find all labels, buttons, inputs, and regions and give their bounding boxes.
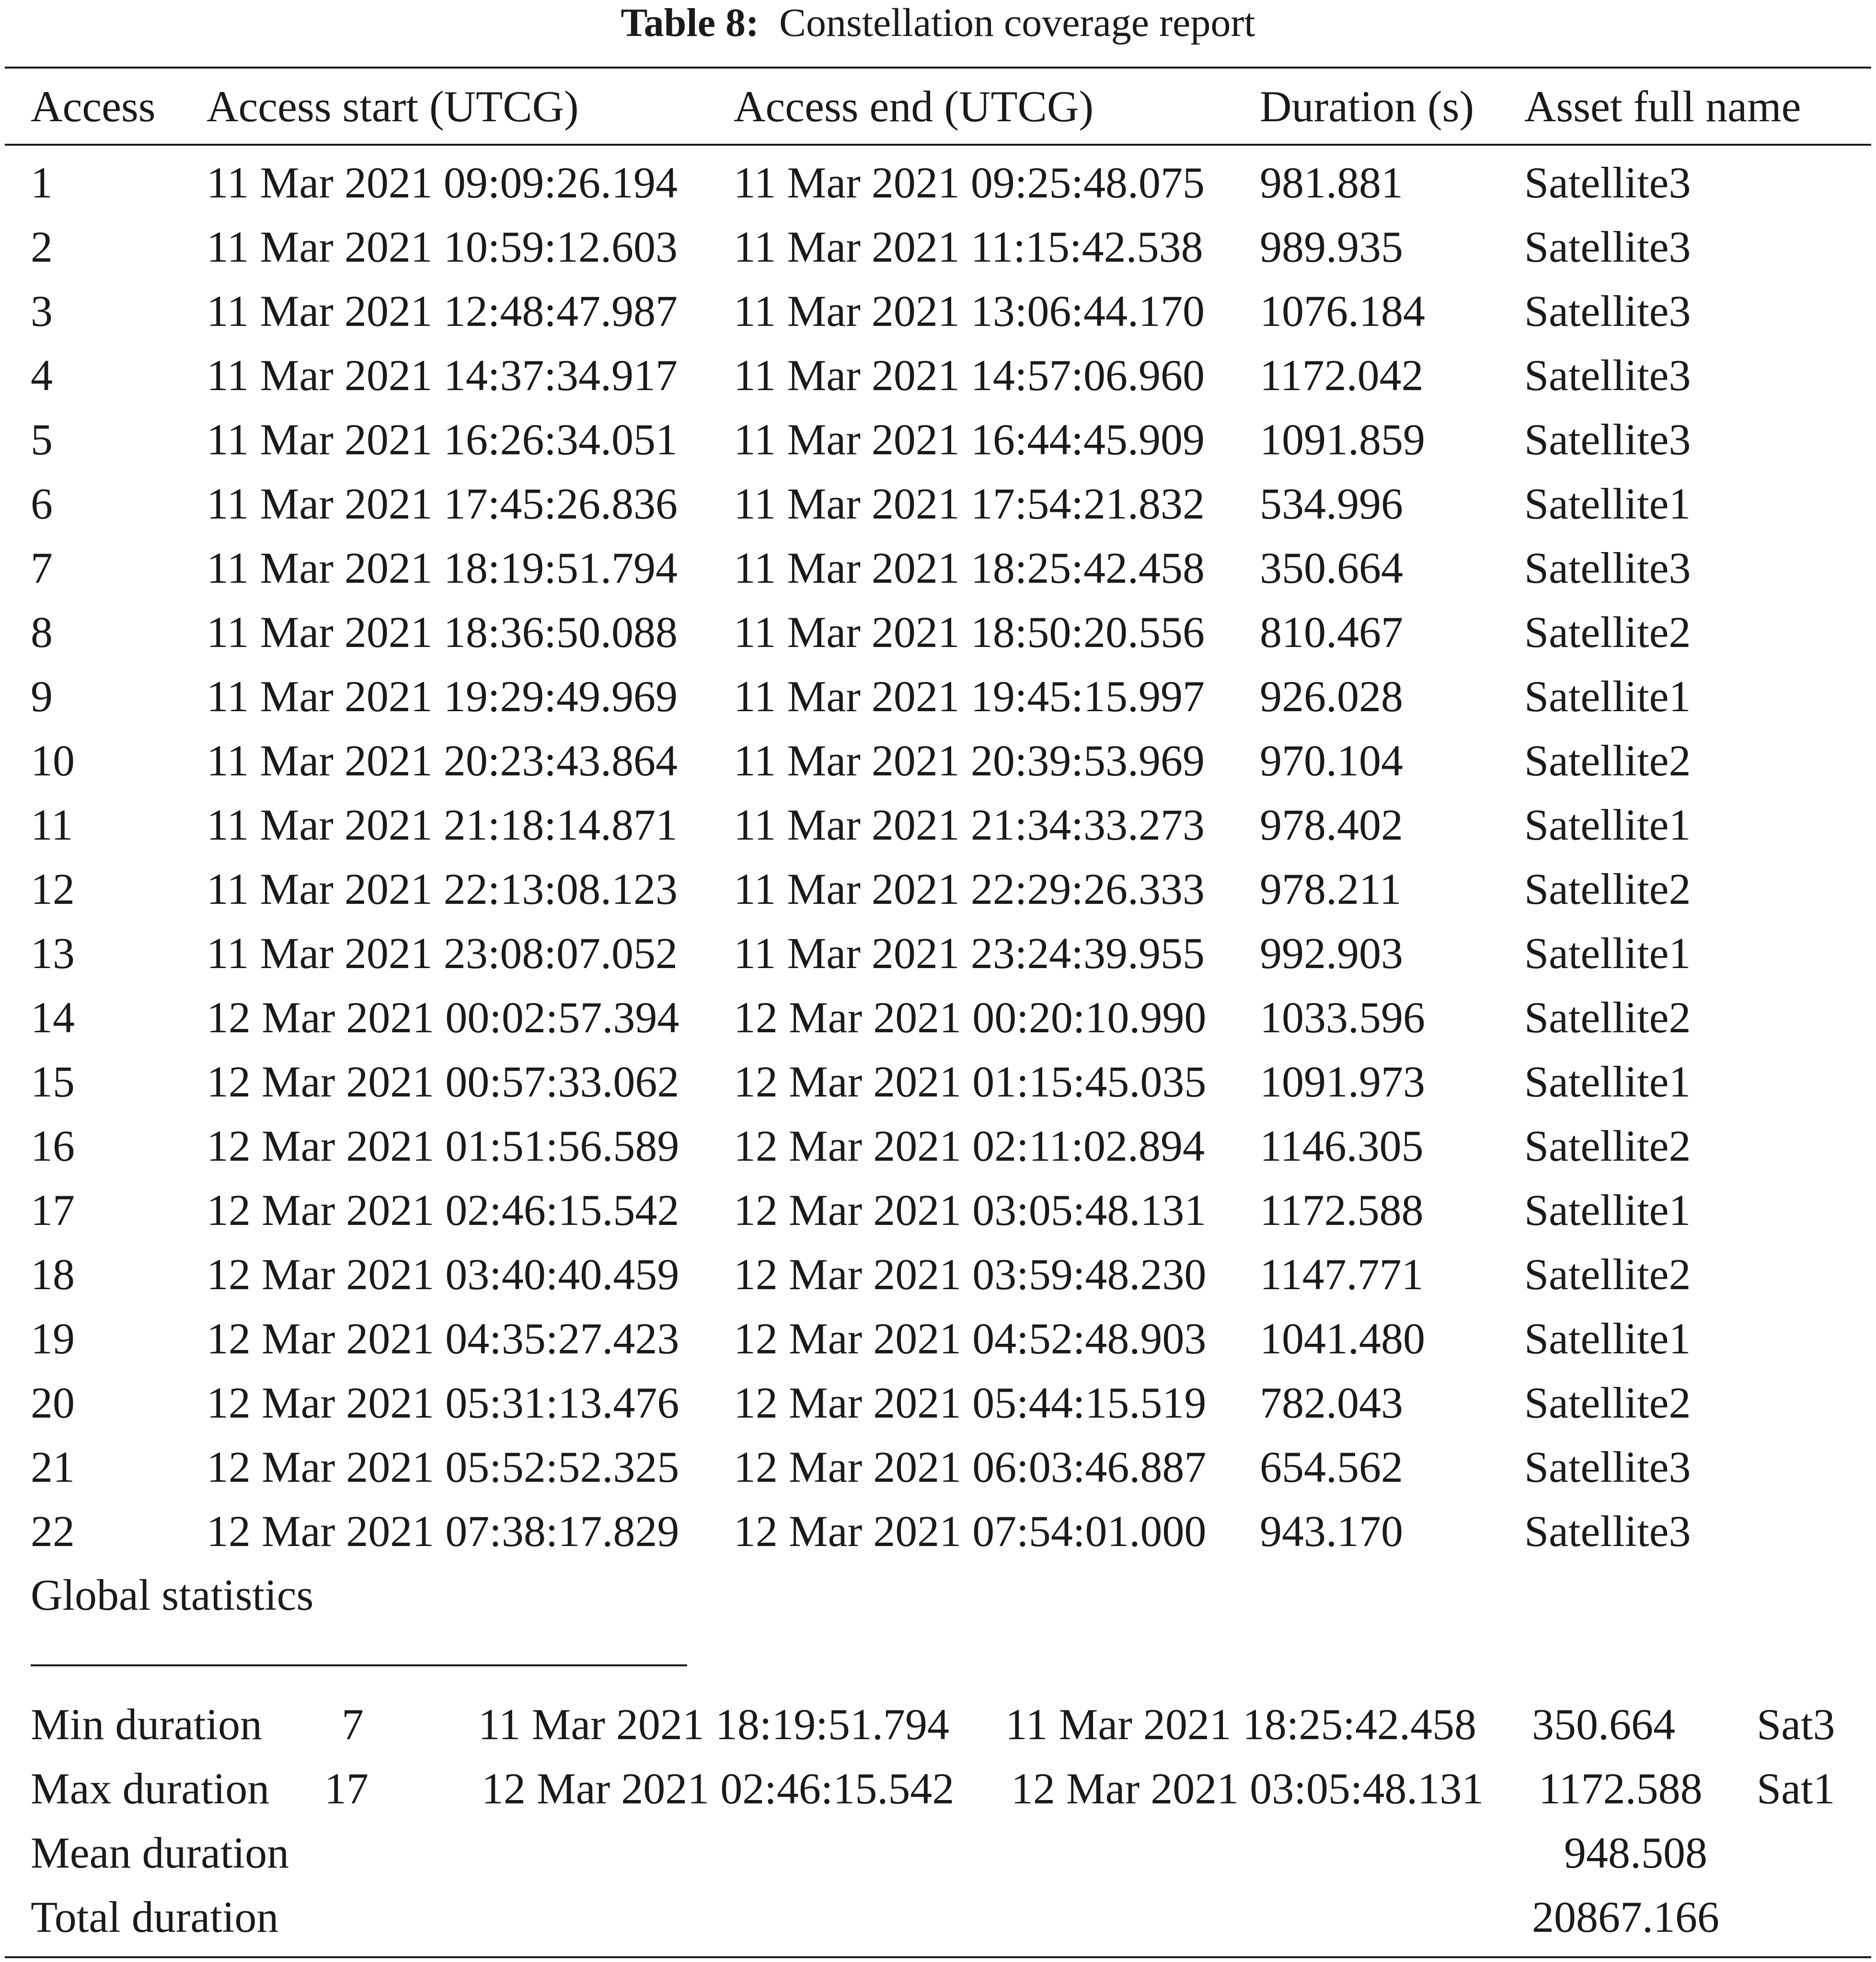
cell-access-start: 11 Mar 2021 12:48:47.987: [207, 287, 678, 335]
stat-label: Mean duration: [31, 1828, 289, 1877]
stat-asset: Sat1: [1757, 1764, 1835, 1813]
cell-asset-name: Satellite3: [1524, 222, 1691, 271]
cell-access-end: 11 Mar 2021 17:54:21.832: [734, 479, 1205, 528]
cell-access-start: 12 Mar 2021 01:51:56.589: [207, 1121, 679, 1170]
stat-label: Min duration: [31, 1700, 262, 1749]
cell-access: 19: [31, 1314, 75, 1363]
table-row: [0, 536, 1876, 600]
cell-access: 9: [31, 672, 53, 721]
cell-access-end: 12 Mar 2021 06:03:46.887: [734, 1443, 1207, 1491]
header-rule: [5, 144, 1871, 146]
cell-asset-name: Satellite2: [1524, 608, 1691, 657]
table-row: [0, 279, 1876, 343]
cell-access-end: 11 Mar 2021 11:15:42.538: [734, 222, 1203, 271]
cell-duration: 350.664: [1260, 543, 1403, 592]
cell-duration: 810.467: [1260, 608, 1403, 657]
cell-access-start: 11 Mar 2021 22:13:08.123: [207, 865, 678, 913]
cell-access-start: 11 Mar 2021 16:26:34.051: [207, 415, 678, 464]
cell-duration: 978.402: [1260, 800, 1403, 849]
cell-access-start: 11 Mar 2021 10:59:12.603: [207, 222, 678, 271]
table-row: [0, 1306, 1876, 1371]
cell-access-end: 11 Mar 2021 14:57:06.960: [734, 351, 1205, 400]
table-row: [0, 1114, 1876, 1178]
stat-start: 11 Mar 2021 18:19:51.794: [478, 1700, 949, 1749]
cell-asset-name: Satellite2: [1524, 736, 1691, 785]
cell-access: 14: [31, 993, 75, 1042]
table-row: [0, 1435, 1876, 1499]
table-caption: [0, 0, 1876, 46]
header-access-start: Access start (UTCG): [207, 82, 579, 131]
cell-asset-name: Satellite3: [1524, 351, 1691, 400]
cell-asset-name: Satellite1: [1524, 929, 1691, 978]
cell-access-end: 12 Mar 2021 03:59:48.230: [734, 1250, 1207, 1299]
header-duration: Duration (s): [1260, 82, 1474, 131]
table-caption-title: Constellation coverage report: [779, 0, 1255, 45]
cell-access: 4: [31, 351, 53, 400]
cell-access-end: 12 Mar 2021 01:15:45.035: [734, 1057, 1207, 1106]
cell-asset-name: Satellite3: [1524, 543, 1691, 592]
bottom-rule: [5, 1956, 1871, 1958]
cell-duration: 989.935: [1260, 222, 1403, 271]
cell-access-start: 11 Mar 2021 09:09:26.194: [207, 158, 678, 207]
cell-access-start: 12 Mar 2021 03:40:40.459: [207, 1250, 679, 1299]
stat-label: Max duration: [31, 1764, 270, 1813]
cell-access-end: 11 Mar 2021 19:45:15.997: [734, 672, 1205, 721]
cell-access: 3: [31, 287, 53, 335]
cell-access: 15: [31, 1057, 75, 1106]
cell-access-end: 12 Mar 2021 04:52:48.903: [734, 1314, 1207, 1363]
cell-asset-name: Satellite2: [1524, 993, 1691, 1042]
cell-access-start: 12 Mar 2021 05:31:13.476: [207, 1378, 679, 1427]
cell-duration: 978.211: [1260, 865, 1402, 913]
cell-asset-name: Satellite3: [1524, 158, 1691, 207]
header-access: Access: [31, 82, 156, 131]
cell-duration: 981.881: [1260, 158, 1403, 207]
cell-asset-name: Satellite3: [1524, 415, 1691, 464]
cell-duration: 782.043: [1260, 1378, 1403, 1427]
table-row: [0, 793, 1876, 857]
top-rule: [5, 67, 1871, 69]
cell-access-start: 12 Mar 2021 04:35:27.423: [207, 1314, 679, 1363]
table-row: [0, 1499, 1876, 1563]
cell-access: 16: [31, 1121, 75, 1170]
table-row: [0, 728, 1876, 793]
cell-duration: 943.170: [1260, 1507, 1403, 1556]
cell-asset-name: Satellite2: [1524, 1250, 1691, 1299]
cell-access: 17: [31, 1186, 75, 1235]
stat-duration: 1172.588: [1539, 1764, 1703, 1813]
stat-duration: 350.664: [1532, 1700, 1675, 1749]
cell-access-end: 11 Mar 2021 20:39:53.969: [734, 736, 1205, 785]
cell-access-start: 11 Mar 2021 19:29:49.969: [207, 672, 678, 721]
table-row: [0, 472, 1876, 536]
stat-duration: 20867.166: [1532, 1893, 1719, 1941]
cell-asset-name: Satellite1: [1524, 1314, 1691, 1363]
table-row: [0, 150, 1876, 215]
cell-access: 5: [31, 415, 53, 464]
cell-access: 1: [31, 158, 53, 207]
cell-access: 11: [31, 800, 73, 849]
table-row: [0, 600, 1876, 664]
stat-access: 17: [324, 1764, 368, 1813]
stat-start: 12 Mar 2021 02:46:15.542: [482, 1764, 955, 1813]
cell-duration: 1033.596: [1260, 993, 1425, 1042]
cell-access-end: 12 Mar 2021 02:11:02.894: [734, 1121, 1205, 1170]
cell-asset-name: Satellite1: [1524, 1057, 1691, 1106]
cell-access-end: 12 Mar 2021 07:54:01.000: [734, 1507, 1207, 1556]
cell-access-start: 11 Mar 2021 23:08:07.052: [207, 929, 678, 978]
cell-access-start: 11 Mar 2021 20:23:43.864: [207, 736, 678, 785]
cell-duration: 1147.771: [1260, 1250, 1424, 1299]
stat-label: Total duration: [31, 1893, 279, 1941]
cell-asset-name: Satellite1: [1524, 479, 1691, 528]
cell-access: 13: [31, 929, 75, 978]
stat-duration: 948.508: [1564, 1828, 1707, 1877]
cell-access-start: 12 Mar 2021 00:02:57.394: [207, 993, 679, 1042]
cell-asset-name: Satellite2: [1524, 1121, 1691, 1170]
stat-end: 12 Mar 2021 03:05:48.131: [1011, 1764, 1484, 1813]
table-row: [0, 664, 1876, 728]
table-row: [0, 215, 1876, 279]
cell-asset-name: Satellite3: [1524, 1507, 1691, 1556]
cell-duration: 1076.184: [1260, 287, 1425, 335]
cell-access-end: 11 Mar 2021 23:24:39.955: [734, 929, 1205, 978]
cell-duration: 1172.588: [1260, 1186, 1424, 1235]
header-asset-name: Asset full name: [1524, 82, 1801, 131]
cell-access: 8: [31, 608, 53, 657]
cell-access-start: 12 Mar 2021 05:52:52.325: [207, 1443, 679, 1491]
cell-access-end: 11 Mar 2021 16:44:45.909: [734, 415, 1205, 464]
cell-asset-name: Satellite2: [1524, 1378, 1691, 1427]
cell-access: 22: [31, 1507, 75, 1556]
cell-access: 18: [31, 1250, 75, 1299]
table-row: [0, 857, 1876, 921]
cell-asset-name: Satellite2: [1524, 865, 1691, 913]
cell-asset-name: Satellite3: [1524, 287, 1691, 335]
header-access-end: Access end (UTCG): [734, 82, 1094, 131]
cell-duration: 534.996: [1260, 479, 1403, 528]
global-statistics-label: Global statistics: [31, 1570, 314, 1619]
cell-access-end: 11 Mar 2021 18:25:42.458: [734, 543, 1205, 592]
cell-duration: 992.903: [1260, 929, 1403, 978]
table-row: [0, 343, 1876, 407]
cell-access: 10: [31, 736, 75, 785]
stat-end: 11 Mar 2021 18:25:42.458: [1005, 1700, 1476, 1749]
cell-access-end: 11 Mar 2021 18:50:20.556: [734, 608, 1205, 657]
cell-access-start: 12 Mar 2021 00:57:33.062: [207, 1057, 679, 1106]
cell-access-end: 11 Mar 2021 21:34:33.273: [734, 800, 1205, 849]
cell-access: 7: [31, 543, 53, 592]
cell-duration: 970.104: [1260, 736, 1403, 785]
cell-asset-name: Satellite1: [1524, 1186, 1691, 1235]
cell-duration: 926.028: [1260, 672, 1403, 721]
cell-duration: 1146.305: [1260, 1121, 1424, 1170]
table-row: [0, 921, 1876, 985]
cell-duration: 1041.480: [1260, 1314, 1425, 1363]
cell-access-end: 12 Mar 2021 05:44:15.519: [734, 1378, 1207, 1427]
table-row: [0, 1242, 1876, 1306]
cell-access-start: 12 Mar 2021 07:38:17.829: [207, 1507, 679, 1556]
stat-access: 7: [342, 1700, 364, 1749]
cell-access-start: 12 Mar 2021 02:46:15.542: [207, 1186, 679, 1235]
cell-access-start: 11 Mar 2021 18:36:50.088: [207, 608, 678, 657]
cell-asset-name: Satellite1: [1524, 800, 1691, 849]
cell-access: 12: [31, 865, 75, 913]
cell-access-end: 12 Mar 2021 03:05:48.131: [734, 1186, 1207, 1235]
cell-access-end: 11 Mar 2021 13:06:44.170: [734, 287, 1205, 335]
table-row: [0, 407, 1876, 472]
cell-access: 20: [31, 1378, 75, 1427]
cell-access: 2: [31, 222, 53, 271]
cell-access-start: 11 Mar 2021 18:19:51.794: [207, 543, 678, 592]
statistics-rule: [31, 1664, 687, 1666]
cell-duration: 1091.859: [1260, 415, 1425, 464]
table-row: [0, 1178, 1876, 1242]
cell-asset-name: Satellite3: [1524, 1443, 1691, 1491]
cell-access: 6: [31, 479, 53, 528]
cell-asset-name: Satellite1: [1524, 672, 1691, 721]
cell-duration: 1172.042: [1260, 351, 1424, 400]
stat-asset: Sat3: [1757, 1700, 1835, 1749]
table-row: [0, 985, 1876, 1050]
cell-access-end: 11 Mar 2021 09:25:48.075: [734, 158, 1205, 207]
cell-access-start: 11 Mar 2021 17:45:26.836: [207, 479, 678, 528]
table-row: [0, 1050, 1876, 1114]
cell-access: 21: [31, 1443, 75, 1491]
cell-duration: 654.562: [1260, 1443, 1403, 1491]
cell-duration: 1091.973: [1260, 1057, 1425, 1106]
table-row: [0, 1371, 1876, 1435]
cell-access-start: 11 Mar 2021 21:18:14.871: [207, 800, 678, 849]
cell-access-end: 11 Mar 2021 22:29:26.333: [734, 865, 1205, 913]
cell-access-start: 11 Mar 2021 14:37:34.917: [207, 351, 678, 400]
table-caption-label: Table 8:: [621, 0, 759, 45]
cell-access-end: 12 Mar 2021 00:20:10.990: [734, 993, 1207, 1042]
